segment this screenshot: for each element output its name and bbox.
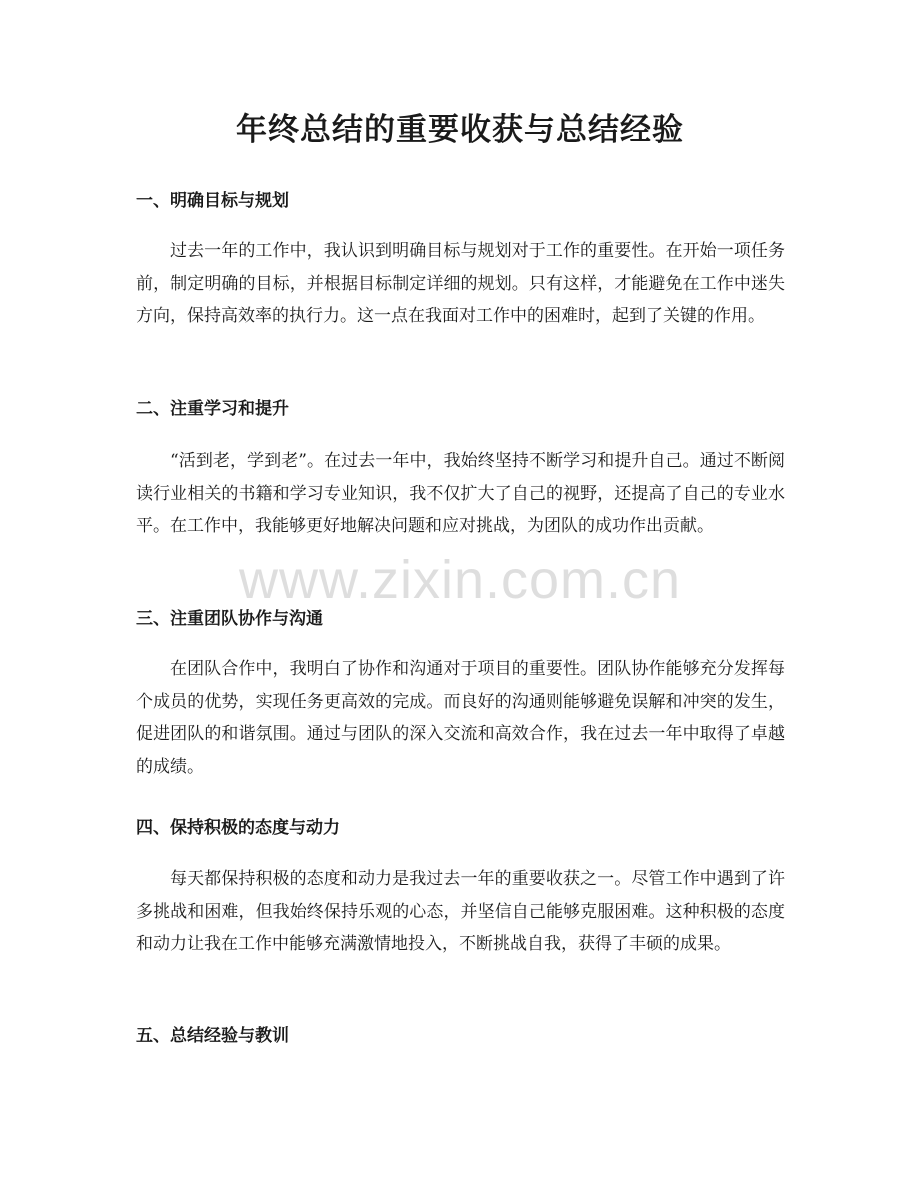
section-paragraph-3: 在团队合作中，我明白了协作和沟通对于项目的重要性。团队协作能够充分发挥每个成员的优势，实现任务更高效的完成。而良好的沟通则能够避免误解和冲突的发生，促进团队的和谐氛围。通过与团队的深入交流和高效合作，我在过去一年中取得了卓越的成绩。 (136, 659, 785, 777)
section-heading-3: 三、注重团队协作与沟通 (136, 609, 323, 629)
watermark: www.zixin.com.cn (238, 550, 682, 610)
section-paragraph-1: 过去一年的工作中，我认识到明确目标与规划对于工作的重要性。在开始一项任务前，制定明确的目标，并根据目标制定详细的规划。只有这样，才能避免在工作中迷失方向，保持高效率的执行力。这一点在我面对工作中的困难时，起到了关键的作用。 (136, 241, 785, 326)
section-paragraph-4: 每天都保持积极的态度和动力是我过去一年的重要收获之一。尽管工作中遇到了许多挑战和困难，但我始终保持乐观的心态，并坚信自己能够克服困难。这种积极的态度和动力让我在工作中能够充满激情地投入，不断挑战自我，获得了丰硕的成果。 (136, 869, 785, 954)
page-title: 年终总结的重要收获与总结经验 (236, 112, 684, 148)
section-heading-5: 五、总结经验与教训 (136, 1026, 289, 1046)
section-heading-1: 一、明确目标与规划 (136, 191, 289, 211)
section-paragraph-2: “活到老，学到老”。在过去一年中，我始终坚持不断学习和提升自己。通过不断阅读行业相关的书籍和学习专业知识，我不仅扩大了自己的视野，还提高了自己的专业水平。在工作中，我能够更好地解决问题和应对挑战，为团队的成功作出贡献。 (136, 451, 785, 536)
section-heading-2: 二、注重学习和提升 (136, 399, 289, 419)
section-heading-4: 四、保持积极的态度与动力 (136, 818, 340, 838)
